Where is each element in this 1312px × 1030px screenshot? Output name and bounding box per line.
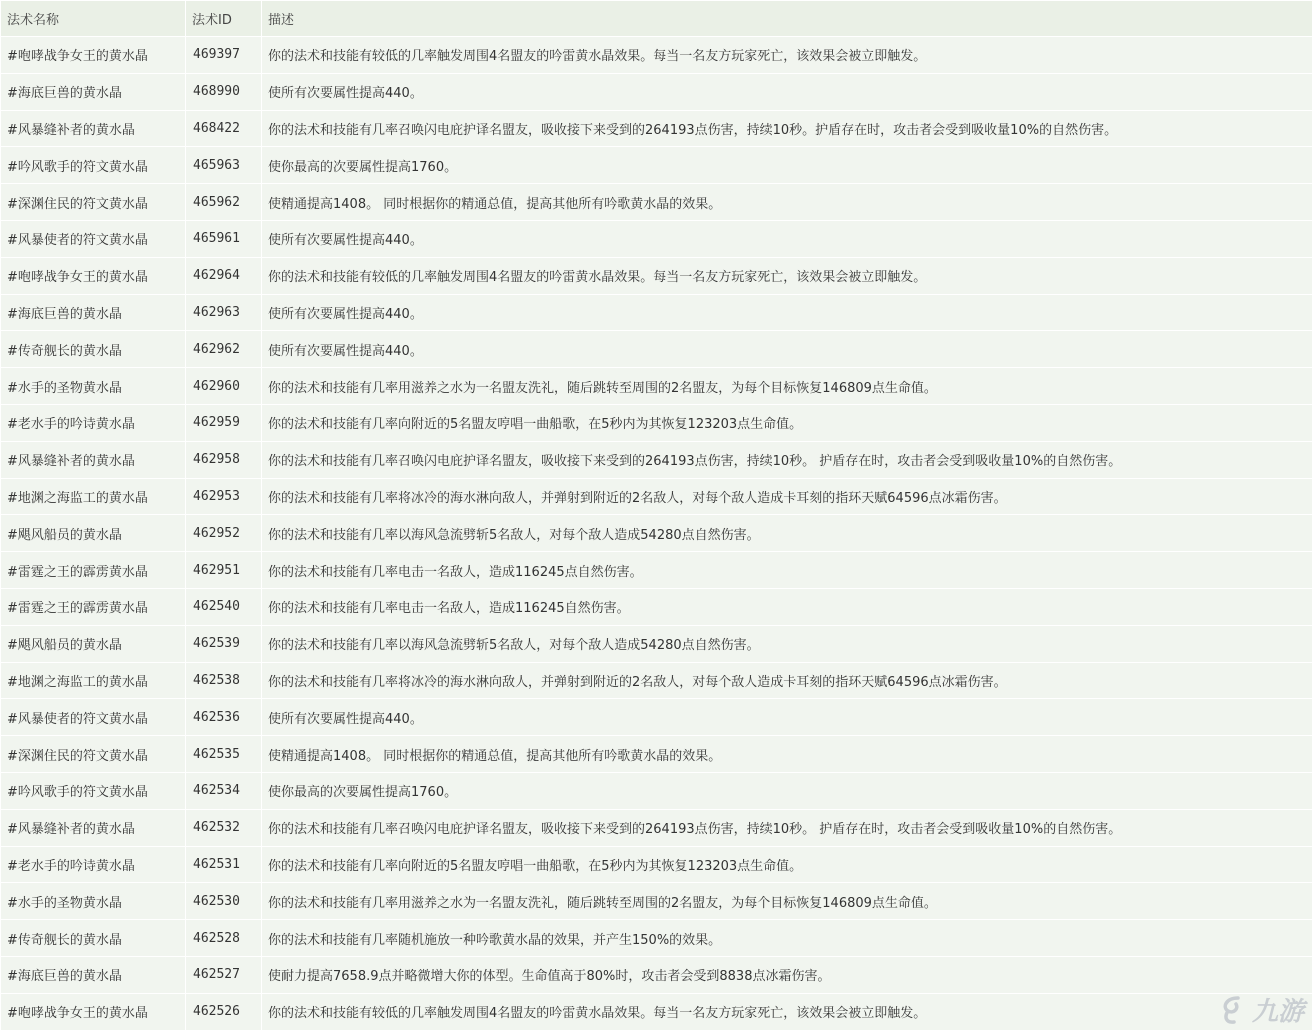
description-cell: 你的法术和技能有几率向附近的5名盟友哼唱一曲船歌，在5秒内为其恢复123203点生命值。 (262, 846, 1312, 883)
description-cell: 你的法术和技能有几率召唤闪电庇护译名盟友，吸收接下来受到的264193点伤害，持续10秒。 护盾存在时，攻击者会受到吸收量10%的自然伤害。 (262, 441, 1312, 478)
spell-id-cell: 462531 (186, 846, 262, 883)
table-row (1, 662, 1312, 699)
spell-name-cell: #海底巨兽的黄水晶 (1, 294, 186, 331)
description-cell: 你的法术和技能有几率以海风急流劈斩5名敌人，对每个敌人造成54280点自然伤害。 (262, 625, 1312, 662)
description-cell: 使你最高的次要属性提高1760。 (262, 147, 1312, 184)
spell-id-cell: 462528 (186, 920, 262, 957)
spell-name-cell: #风暴缝补者的黄水晶 (1, 441, 186, 478)
table-row (1, 772, 1312, 809)
description-cell: 使所有次要属性提高440。 (262, 73, 1312, 110)
spell-id-cell: 462527 (186, 956, 262, 993)
spell-id-cell: 462536 (186, 699, 262, 736)
description-cell: 使所有次要属性提高440。 (262, 294, 1312, 331)
spell-id-cell: 462958 (186, 441, 262, 478)
table-row (1, 809, 1312, 846)
spell-name-cell: #风暴使者的符文黄水晶 (1, 220, 186, 257)
table-row (1, 515, 1312, 552)
description-cell: 使精通提高1408。 同时根据你的精通总值，提高其他所有吟歌黄水晶的效果。 (262, 736, 1312, 773)
table-row (1, 883, 1312, 920)
spell-name-cell: #传奇舰长的黄水晶 (1, 920, 186, 957)
spell-id-cell: 462960 (186, 368, 262, 405)
spell-name-cell: #咆哮战争女王的黄水晶 (1, 257, 186, 294)
table-row (1, 110, 1312, 147)
spell-id-cell: 469397 (186, 37, 262, 74)
description-cell: 你的法术和技能有几率召唤闪电庇护译名盟友，吸收接下来受到的264193点伤害，持续10秒。护盾存在时，攻击者会受到吸收量10%的自然伤害。 (262, 110, 1312, 147)
description-cell: 使精通提高1408。 同时根据你的精通总值，提高其他所有吟歌黄水晶的效果。 (262, 184, 1312, 221)
spell-id-cell: 468422 (186, 110, 262, 147)
spell-name-cell: #风暴缝补者的黄水晶 (1, 809, 186, 846)
description-cell: 使所有次要属性提高440。 (262, 331, 1312, 368)
table-header-row (1, 1, 1312, 37)
spell-name-cell: #风暴缝补者的黄水晶 (1, 110, 186, 147)
description-cell: 你的法术和技能有几率用滋养之水为一名盟友洗礼，随后跳转至周围的2名盟友，为每个目标恢复146809点生命值。 (262, 883, 1312, 920)
description-cell: 你的法术和技能有几率电击一名敌人，造成116245自然伤害。 (262, 588, 1312, 625)
table-row (1, 441, 1312, 478)
table-row (1, 920, 1312, 957)
table-row (1, 956, 1312, 993)
spell-id-cell: 462962 (186, 331, 262, 368)
spell-name-cell: #地渊之海监工的黄水晶 (1, 662, 186, 699)
table-row (1, 147, 1312, 184)
spell-id-cell: 462952 (186, 515, 262, 552)
table-row (1, 404, 1312, 441)
spell-id-cell: 462964 (186, 257, 262, 294)
header-spell-id: 法术ID (186, 1, 262, 37)
table-row (1, 37, 1312, 74)
table-row (1, 257, 1312, 294)
description-cell: 使所有次要属性提高440。 (262, 220, 1312, 257)
spell-name-cell: #水手的圣物黄水晶 (1, 368, 186, 405)
spell-name-cell: #地渊之海监工的黄水晶 (1, 478, 186, 515)
description-cell: 你的法术和技能有较低的几率触发周围4名盟友的吟雷黄水晶效果。每当一名友方玩家死亡，该效果会被立即触发。 (262, 257, 1312, 294)
description-cell: 使你最高的次要属性提高1760。 (262, 772, 1312, 809)
spell-id-cell: 462530 (186, 883, 262, 920)
description-cell: 使所有次要属性提高440。 (262, 699, 1312, 736)
spell-name-cell: #吟风歌手的符文黄水晶 (1, 772, 186, 809)
description-cell: 你的法术和技能有较低的几率触发周围4名盟友的吟雷黄水晶效果。每当一名友方玩家死亡，该效果会被立即触发。 (262, 993, 1312, 1030)
table-row (1, 552, 1312, 589)
spell-name-cell: #老水手的吟诗黄水晶 (1, 846, 186, 883)
description-cell: 你的法术和技能有几率将冰冷的海水淋向敌人，并弹射到附近的2名敌人，对每个敌人造成卡耳刻的指环天赋64596点冰霜伤害。 (262, 662, 1312, 699)
spell-name-cell: #水手的圣物黄水晶 (1, 883, 186, 920)
table-row (1, 73, 1312, 110)
spell-name-cell: #老水手的吟诗黄水晶 (1, 404, 186, 441)
spell-id-cell: 462535 (186, 736, 262, 773)
header-spell-name: 法术名称 (1, 1, 186, 37)
description-cell: 你的法术和技能有几率召唤闪电庇护译名盟友，吸收接下来受到的264193点伤害，持续10秒。 护盾存在时，攻击者会受到吸收量10%的自然伤害。 (262, 809, 1312, 846)
spell-id-cell: 462963 (186, 294, 262, 331)
spell-name-cell: #咆哮战争女王的黄水晶 (1, 993, 186, 1030)
spell-id-cell: 462534 (186, 772, 262, 809)
spell-id-cell: 462526 (186, 993, 262, 1030)
spell-name-cell: #传奇舰长的黄水晶 (1, 331, 186, 368)
spell-name-cell: #飓风船员的黄水晶 (1, 515, 186, 552)
spell-name-cell: #海底巨兽的黄水晶 (1, 73, 186, 110)
spell-id-cell: 468990 (186, 73, 262, 110)
table-row (1, 220, 1312, 257)
table-row (1, 993, 1312, 1030)
spell-id-cell: 465963 (186, 147, 262, 184)
table-row (1, 588, 1312, 625)
table-row (1, 699, 1312, 736)
spell-name-cell: #风暴使者的符文黄水晶 (1, 699, 186, 736)
spell-id-cell: 462540 (186, 588, 262, 625)
description-cell: 使耐力提高7658.9点并略微增大你的体型。生命值高于80%时，攻击者会受到8838点冰霜伤害。 (262, 956, 1312, 993)
table-row (1, 294, 1312, 331)
description-cell: 你的法术和技能有几率以海风急流劈斩5名敌人，对每个敌人造成54280点自然伤害。 (262, 515, 1312, 552)
spell-name-cell: #飓风船员的黄水晶 (1, 625, 186, 662)
spell-id-cell: 462539 (186, 625, 262, 662)
table-row (1, 331, 1312, 368)
description-cell: 你的法术和技能有几率用滋养之水为一名盟友洗礼，随后跳转至周围的2名盟友，为每个目标恢复146809点生命值。 (262, 368, 1312, 405)
table-body (1, 37, 1312, 1030)
description-cell: 你的法术和技能有几率电击一名敌人，造成116245点自然伤害。 (262, 552, 1312, 589)
spell-name-cell: #雷霆之王的霹雳黄水晶 (1, 552, 186, 589)
spell-name-cell: #吟风歌手的符文黄水晶 (1, 147, 186, 184)
description-cell: 你的法术和技能有几率向附近的5名盟友哼唱一曲船歌，在5秒内为其恢复123203点生命值。 (262, 404, 1312, 441)
description-cell: 你的法术和技能有较低的几率触发周围4名盟友的吟雷黄水晶效果。每当一名友方玩家死亡，该效果会被立即触发。 (262, 37, 1312, 74)
watermark-text: 九游 (1251, 997, 1304, 1027)
table-row (1, 368, 1312, 405)
spell-id-cell: 465962 (186, 184, 262, 221)
spell-name-cell: #咆哮战争女王的黄水晶 (1, 37, 186, 74)
table-row (1, 625, 1312, 662)
spell-id-cell: 462538 (186, 662, 262, 699)
table-row (1, 478, 1312, 515)
spell-id-cell: 462532 (186, 809, 262, 846)
spell-id-cell: 462959 (186, 404, 262, 441)
description-cell: 你的法术和技能有几率随机施放一种吟歌黄水晶的效果，并产生150%的效果。 (262, 920, 1312, 957)
spell-name-cell: #雷霆之王的霹雳黄水晶 (1, 588, 186, 625)
spell-id-cell: 465961 (186, 220, 262, 257)
table-row (1, 184, 1312, 221)
spell-name-cell: #深渊住民的符文黄水晶 (1, 184, 186, 221)
table-row (1, 846, 1312, 883)
spell-id-cell: 462951 (186, 552, 262, 589)
description-cell: 你的法术和技能有几率将冰冷的海水淋向敌人，并弹射到附近的2名敌人，对每个敌人造成卡耳刻的指环天赋64596点冰霜伤害。 (262, 478, 1312, 515)
table-row (1, 736, 1312, 773)
spell-name-cell: #海底巨兽的黄水晶 (1, 956, 186, 993)
spell-id-cell: 462953 (186, 478, 262, 515)
header-description: 描述 (262, 1, 1312, 37)
spell-name-cell: #深渊住民的符文黄水晶 (1, 736, 186, 773)
